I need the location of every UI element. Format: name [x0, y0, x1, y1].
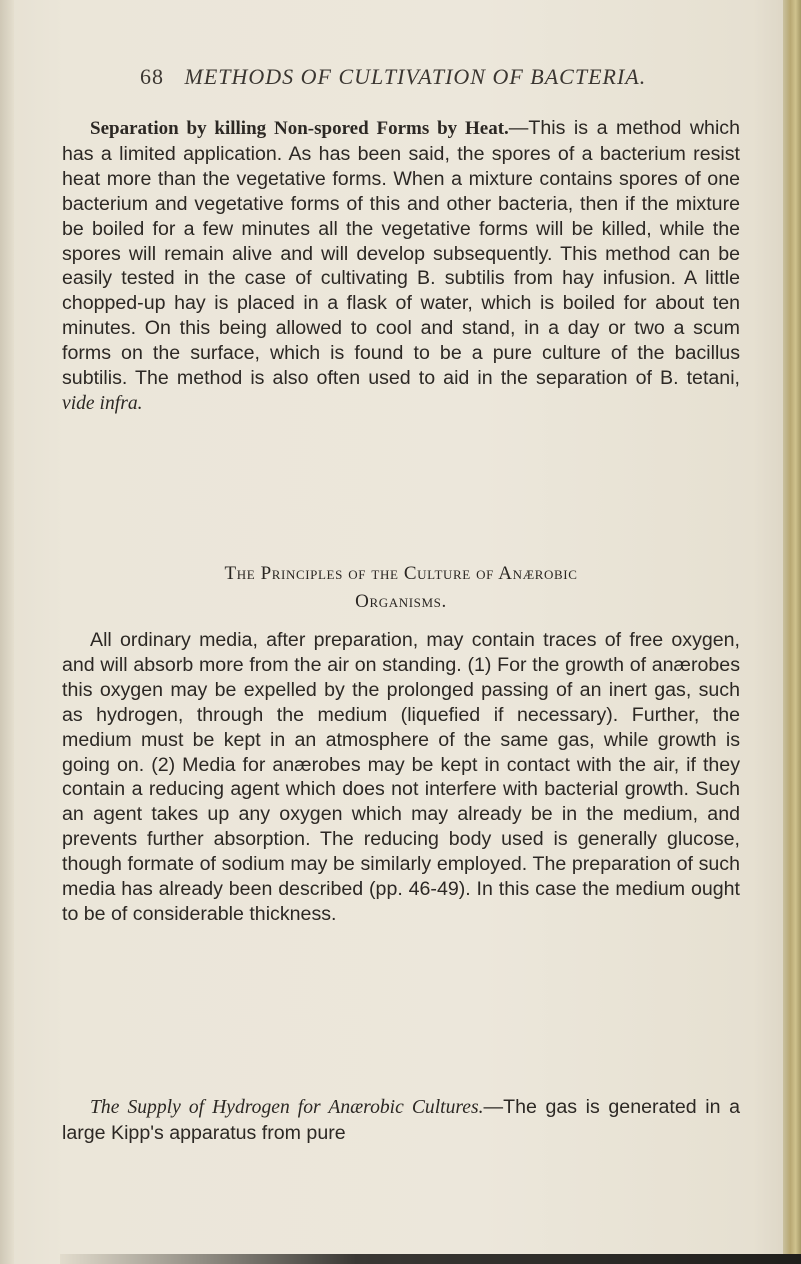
section-heading	[62, 560, 740, 616]
paragraph-lead-heading: The Supply of Hydrogen for Anærobic Cultures.	[90, 1097, 484, 1118]
running-title: METHODS OF CULTIVATION OF BACTERIA.	[184, 64, 647, 89]
vide-infra: vide infra.	[62, 392, 143, 414]
paragraph-hydrogen-supply	[62, 1095, 740, 1146]
page-number: 68	[140, 64, 164, 89]
paragraph-body: —The gas is generated in a large Kipp's apparatus from pure	[62, 1096, 740, 1144]
paragraph-body: —This is a method which has a limited application. As has been said, the spores of a bacterium resist heat more than the vegetative forms. When a mixture contains spores of one bacterium and vegetative forms of this and other bacteria, then if the mixture be boiled for a few minutes all the vegetative forms will be killed, while the spores will remain alive and will develop subsequently. This method can be easily tested in the case of cultivating B. subtilis from hay infusion. A little chopped-up hay is placed in a flask of water, which is boiled for about ten minutes. On this being allowed to cool and stand, in a day or two a scum forms on the surface, which is found to be a pure culture of the bacillus subtilis. The method is also often used to aid in the separation of B. tetani,	[62, 117, 740, 390]
page-right-edge	[783, 0, 801, 1264]
page-bottom-edge	[60, 1254, 801, 1264]
section-heading-line2: Organisms.	[355, 591, 447, 612]
section-heading-line1: The Principles of the Culture of Anærobic	[224, 563, 578, 584]
page-gutter-shadow	[0, 0, 14, 1264]
paragraph-lead-heading: Separation by killing Non-spored Forms by Heat.	[90, 118, 509, 139]
paragraph-anaerobic-media: All ordinary media, after preparation, may contain traces of free oxygen, and will absorb more from the air on standing. (1) For the growth of anærobes this oxygen may be expelled by the prolonged passing of an inert gas, such as hydrogen, through the medium (liquefied if necessary). Further, the medium must be kept in an atmosphere of the same gas, while growth is going on. (2) Media for anærobes may be kept in contact with the air, if they contain a reducing agent which does not interfere with bacterial growth. Such an agent takes up any oxygen which may already be in the medium, and prevents further absorption. The reducing body used is generally glucose, though formate of sodium may be similarly employed. The preparation of such media has already been described (pp. 46-49). In this case the medium ought to be of considerable thickness.	[62, 629, 740, 925]
running-head	[140, 64, 646, 90]
paragraph-heat-separation	[62, 116, 740, 417]
